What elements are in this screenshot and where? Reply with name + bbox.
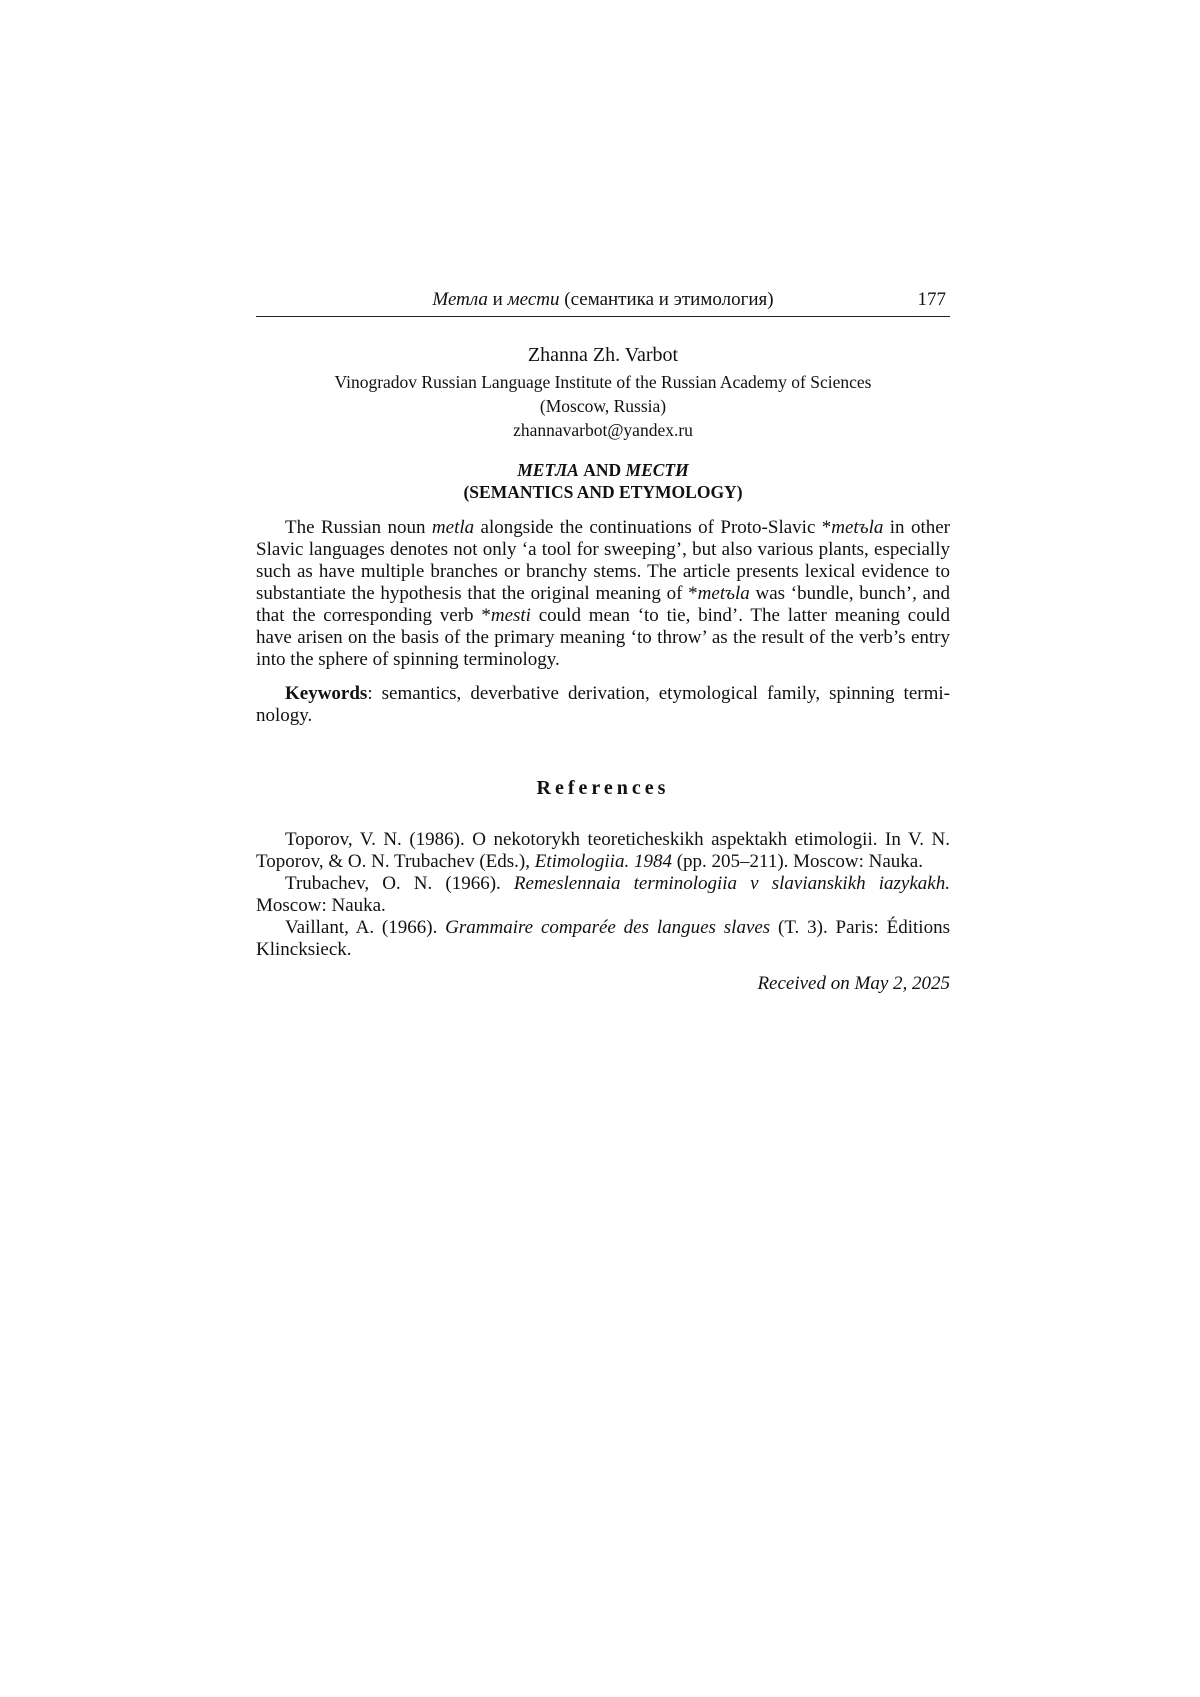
- abstract-term-2: metъla: [831, 517, 884, 538]
- abstract-text-1: The Russian noun: [285, 517, 432, 538]
- page-number: 177: [917, 289, 946, 310]
- reference-title: Grammaire comparée des langues slaves: [445, 917, 771, 938]
- abstract-text-3: in other Slavic languages denotes not only ‘a tool for sweeping’, but also various plants, especially such as have multiple branches or branchy stems. The article presents lexical evidence to substantiate the hypothesis that the original meaning of *: [256, 517, 950, 604]
- article-title-word-1: МЕТЛА: [517, 460, 579, 480]
- keywords-label: Keywords: [285, 683, 368, 704]
- abstract-text-5: could mean ‘to tie, bind’. The latter meaning could have arisen on the basis of the primary meaning ‘to throw’ as the result of the verb’s entry into the sphere of spinning terminology.: [256, 605, 951, 670]
- reference-text: (T. 3). Paris: Éditions Klincksieck.: [256, 917, 950, 960]
- keywords: [256, 683, 950, 727]
- author-institution: Vinogradov Russian Language Institute of the Russian Academy of Sciences: [334, 372, 872, 392]
- reference-text: Vaillant, A. (1966).: [285, 917, 446, 938]
- author-email: zhannavarbot@yandex.ru: [513, 420, 693, 440]
- abstract-term-3: metъla: [697, 583, 750, 604]
- author-block: [256, 341, 950, 441]
- article-subtitle: (SEMANTICS AND ETYMOLOGY): [463, 482, 743, 502]
- abstract-term-4: mesti: [490, 605, 531, 626]
- reference-text: (pp. 205–211). Moscow: Nauka.: [671, 851, 923, 872]
- abstract-text-2: alongside the continuations of Proto-Slavic *: [474, 517, 832, 538]
- running-header: [256, 286, 950, 317]
- reference-text: Moscow: Nauka.: [256, 895, 386, 916]
- journal-page: [256, 286, 950, 995]
- article-title-main: [256, 459, 950, 481]
- author-location: (Moscow, Russia): [539, 396, 667, 416]
- article-title-and: AND: [578, 460, 626, 480]
- reference-item: [256, 917, 950, 961]
- references-list: [256, 829, 950, 961]
- author-name: Zhanna Zh. Varbot: [527, 344, 679, 366]
- reference-text: Toporov, V. N. (1986). O nekotorykh teoreticheskikh aspektakh etimologii. In V. N. Toporov, & O. N. Trubachev (Eds.),: [256, 829, 950, 872]
- reference-item: [256, 829, 950, 873]
- abstract-term-1: metla: [431, 517, 475, 538]
- running-title: [256, 288, 950, 312]
- abstract: [256, 517, 950, 671]
- running-title-word-2: мести: [507, 289, 560, 310]
- article-title-word-2: МЕСТИ: [625, 460, 689, 480]
- reference-title: Remeslennaia terminologiia v slavianskikh iazykakh.: [513, 873, 950, 894]
- article-title: [256, 459, 950, 503]
- running-title-conjunction: и: [487, 289, 508, 310]
- keywords-text: : semantics, deverbative derivation, etymological family, spinning terminology.: [256, 683, 950, 726]
- reference-text: Trubachev, O. N. (1966).: [285, 873, 514, 894]
- received-date: Received on May 2, 2025: [757, 973, 950, 994]
- running-title-rest: (семантика и этимология): [559, 289, 774, 310]
- running-title-word-1: Метла: [432, 289, 488, 310]
- abstract-text-4: was ‘bundle, bunch’, and that the corresponding verb *: [256, 583, 950, 626]
- reference-title: Etimologiia. 1984: [534, 851, 672, 872]
- reference-item: [256, 873, 950, 917]
- references-heading: References: [536, 777, 670, 799]
